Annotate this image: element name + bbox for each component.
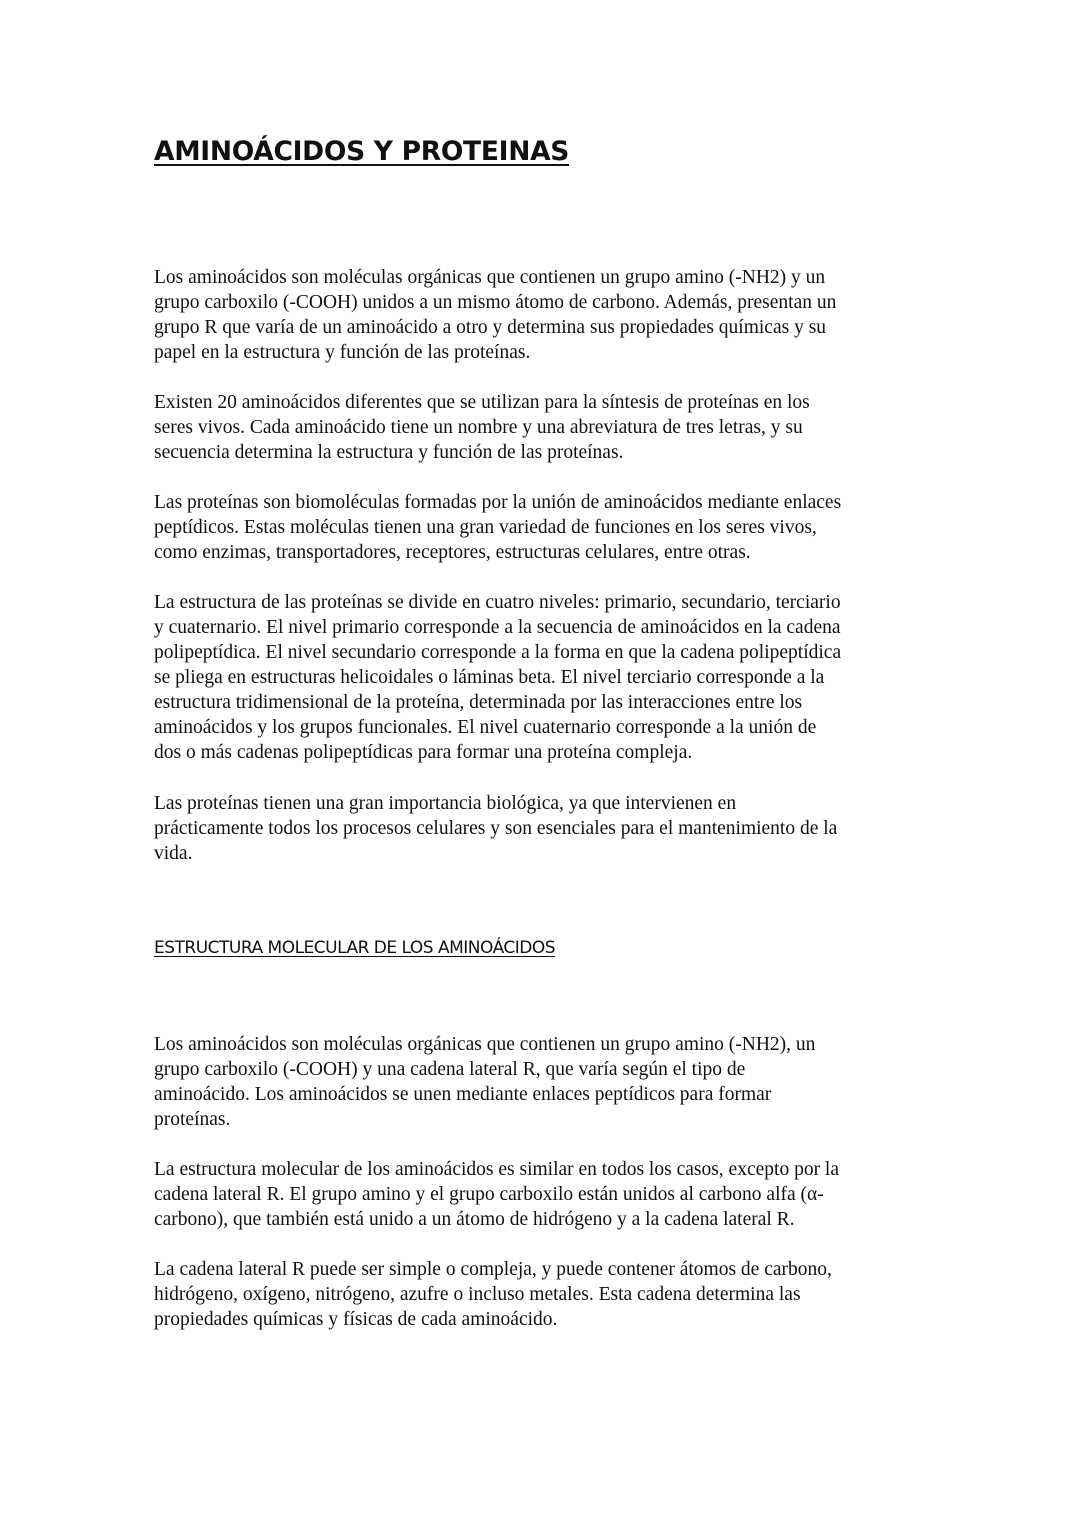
text-line: Los aminoácidos son moléculas orgánicas que contienen un grupo amino (-NH2) y un	[154, 267, 826, 288]
text-line: Existen 20 aminoácidos diferentes que se utilizan para la síntesis de proteínas en los	[154, 392, 810, 413]
paragraph-proteins-definition	[154, 490, 929, 565]
text-line: prácticamente todos los procesos celulares y son esenciales para el mantenimiento de la	[154, 818, 838, 839]
text-line: La estructura molecular de los aminoácidos es similar en todos los casos, excepto por la	[154, 1159, 840, 1180]
text-line: grupo R que varía de un aminoácido a otro y determina sus propiedades químicas y su	[154, 317, 827, 338]
text-line: hidrógeno, oxígeno, nitrógeno, azufre o incluso metales. Esta cadena determina las	[154, 1284, 801, 1305]
text-line: y cuaternario. El nivel primario corresponde a la secuencia de aminoácidos en la cadena	[154, 617, 841, 638]
text-line: La estructura de las proteínas se divide en cuatro niveles: primario, secundario, terciario	[154, 592, 841, 613]
text-line: vida.	[154, 843, 193, 864]
paragraph-alpha-carbon	[154, 1157, 929, 1232]
text-line: grupo carboxilo (-COOH) unidos a un mismo átomo de carbono. Además, presentan un	[154, 292, 837, 313]
text-line: aminoácidos y los grupos funcionales. El nivel cuaternario corresponde a la unión de	[154, 717, 817, 738]
text-line: carbono), que también está unido a un átomo de hidrógeno y a la cadena lateral R.	[154, 1209, 795, 1230]
text-line: seres vivos. Cada aminoácido tiene un nombre y una abreviatura de tres letras, y su	[154, 417, 803, 438]
text-line: Las proteínas tienen una gran importancia biológica, ya que intervienen en	[154, 793, 737, 814]
text-line: grupo carboxilo (-COOH) y una cadena lateral R, que varía según el tipo de	[154, 1059, 746, 1080]
text-line: como enzimas, transportadores, receptores, estructuras celulares, entre otras.	[154, 542, 751, 563]
paragraph-side-chain-r	[154, 1257, 929, 1332]
text-line: papel en la estructura y función de las proteínas.	[154, 342, 531, 363]
text-line: Los aminoácidos son moléculas orgánicas que contienen un grupo amino (-NH2), un	[154, 1034, 816, 1055]
document-title: AMINOÁCIDOS Y PROTEINAS	[154, 136, 570, 167]
paragraph-twenty-amino-acids	[154, 390, 929, 465]
section-heading: ESTRUCTURA MOLECULAR DE LOS AMINOÁCIDOS	[154, 938, 556, 958]
text-line: polipeptídica. El nivel secundario corresponde a la forma en que la cadena polipeptídica	[154, 642, 842, 663]
text-line: aminoácido. Los aminoácidos se unen mediante enlaces peptídicos para formar	[154, 1084, 772, 1105]
text-line: proteínas.	[154, 1109, 231, 1130]
paragraph-amino-acids-definition	[154, 265, 929, 365]
paragraph-amino-acid-components	[154, 1032, 929, 1132]
text-line: La cadena lateral R puede ser simple o compleja, y puede contener átomos de carbono,	[154, 1259, 832, 1280]
text-line: se pliega en estructuras helicoidales o láminas beta. El nivel terciario corresponde a la	[154, 667, 825, 688]
text-line: secuencia determina la estructura y función de las proteínas.	[154, 442, 624, 463]
text-line: cadena lateral R. El grupo amino y el grupo carboxilo están unidos al carbono alfa (α-	[154, 1184, 824, 1205]
text-line: peptídicos. Estas moléculas tienen una gran variedad de funciones en los seres vivos,	[154, 517, 817, 538]
text-line: Las proteínas son biomoléculas formadas por la unión de aminoácidos mediante enlaces	[154, 492, 842, 513]
text-line: estructura tridimensional de la proteína, determinada por las interacciones entre los	[154, 692, 803, 713]
paragraph-protein-structure-levels	[154, 590, 929, 765]
text-line: propiedades químicas y físicas de cada aminoácido.	[154, 1309, 558, 1330]
paragraph-biological-importance	[154, 791, 929, 866]
text-line: dos o más cadenas polipeptídicas para formar una proteína compleja.	[154, 742, 693, 763]
